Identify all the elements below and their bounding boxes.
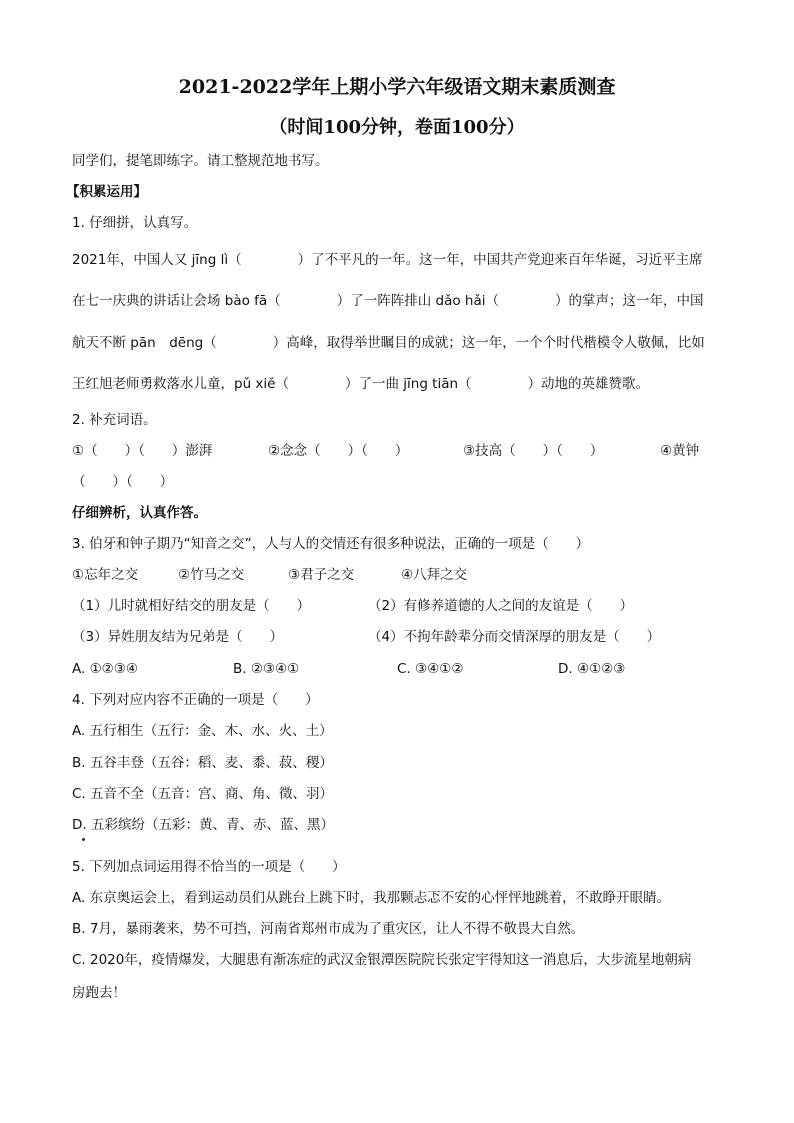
q5-choice-c-continued: 房跑去！: [72, 985, 126, 1001]
q3-sub-2: （2）有修养道德的人之间的友谊是（ ）: [368, 598, 634, 614]
q5-choice-a[interactable]: A. 东京奥运会上，看到运动员们从跳台上跳下时，我那颗忐忑不安的心怦怦地跳着，不敢睁开眼睛。: [72, 890, 671, 906]
q4-choice-d[interactable]: D. 五彩缤纷（五彩：黄、青、赤、蓝、黑）: [72, 817, 334, 833]
q3-choice-b[interactable]: B. ②③④①: [233, 661, 300, 677]
q5-choice-c[interactable]: C. 2020年，疫情爆发，大腿患有渐冻症的武汉金银潭医院院长张定宇得知这一消息后，大步流星地朝病: [72, 952, 692, 968]
q1-text: ）了一阵阵排山 dǎo hǎi（: [336, 293, 499, 309]
q3-choice-d[interactable]: D. ④①②③: [558, 661, 626, 677]
q1-text: ）的掌声；这一年，中国: [554, 293, 704, 309]
question-4-stem: 4. 下列对应内容不正确的一项是（ ）: [72, 692, 319, 708]
q3-sub-1: （1）儿时就相好结交的朋友是（ ）: [72, 598, 311, 614]
q1-text: ）动地的英雄赞歌。: [527, 376, 650, 392]
q3-option-1: ①忘年之交: [72, 567, 139, 583]
q2-idiom-4: ④黄钟: [660, 443, 700, 459]
q4-choice-a[interactable]: A. 五行相生（五行：金、木、水、火、土）: [72, 723, 333, 739]
question-1-stem: 1. 仔细拼，认真写。: [72, 215, 198, 231]
q2-idiom-3: ③技高（ ）（ ）: [463, 443, 604, 459]
q1-text: 在七一庆典的讲话让会场 bào fā（: [72, 293, 281, 309]
q4-choice-c[interactable]: C. 五音不全（五音：宫、商、角、徵、羽）: [72, 786, 334, 802]
question-1-line-4: [72, 374, 649, 394]
q1-text: ）了不平凡的一年。这一年，中国共产党迎来百年华诞，习近平主席: [297, 252, 703, 268]
q3-choice-a[interactable]: A. ①②③④: [72, 661, 138, 677]
section-heading-accumulation: 【积累运用】: [66, 184, 147, 200]
q2-idiom-1: ①（ ）（ ）澎湃: [72, 443, 213, 459]
question-3-stem: 3. 伯牙和钟子期乃“知音之交”，人与人的交情还有很多种说法，正确的一项是（ ）: [72, 536, 590, 552]
q4-choice-b[interactable]: B. 五谷丰登（五谷：稻、麦、黍、菽、稷）: [72, 755, 333, 771]
q1-text: 王红旭老师勇救落水儿童，pǔ xiě（: [72, 376, 289, 392]
q1-text: ）高峰，取得举世瞩目的成就；这一年，一个个时代楷模令人敬佩，比如: [272, 335, 705, 351]
page-subtitle: （时间100分钟，卷面100分）: [269, 117, 525, 138]
q3-sub-3: （3）异姓朋友结为兄弟是（ ）: [72, 629, 284, 645]
q2-idiom-2: ②念念（ ）（ ）: [268, 443, 409, 459]
section-heading-analysis: 仔细辨析，认真作答。: [72, 505, 207, 521]
page-title: 2021-2022学年上期小学六年级语文期末素质测查: [178, 76, 616, 98]
q3-choice-c[interactable]: C. ③④①②: [397, 661, 464, 677]
question-1-line-1: [72, 250, 703, 270]
q5-choice-b[interactable]: B. 7月，暴雨袭来，势不可挡，河南省郑州市成为了重灾区，让人不得不敬畏大自然。: [72, 921, 585, 937]
q1-text: 航天不断 pān dēng（: [72, 335, 217, 351]
question-1-line-3: [72, 333, 705, 353]
q2-idiom-4-blanks: （ ）（ ）: [72, 474, 174, 490]
question-1-line-2: [72, 291, 703, 311]
q3-option-2: ②竹马之交: [178, 567, 245, 583]
q1-text: ）了一曲 jīng tiān（: [344, 376, 472, 392]
question-5-stem: 5. 下列加点词运用得不恰当的一项是（ ）: [72, 859, 346, 875]
q3-option-4: ④八拜之交: [401, 567, 468, 583]
q1-text: 2021年，中国人又 jīng lì（: [72, 252, 242, 268]
emphasis-dot: [82, 838, 85, 841]
intro-text: 同学们，提笔即练字。请工整规范地书写。: [72, 153, 329, 169]
q3-option-3: ③君子之交: [288, 567, 355, 583]
question-2-stem: 2. 补充词语。: [72, 412, 157, 428]
q3-sub-4: （4）不拘年龄辈分而交情深厚的朋友是（ ）: [368, 629, 661, 645]
